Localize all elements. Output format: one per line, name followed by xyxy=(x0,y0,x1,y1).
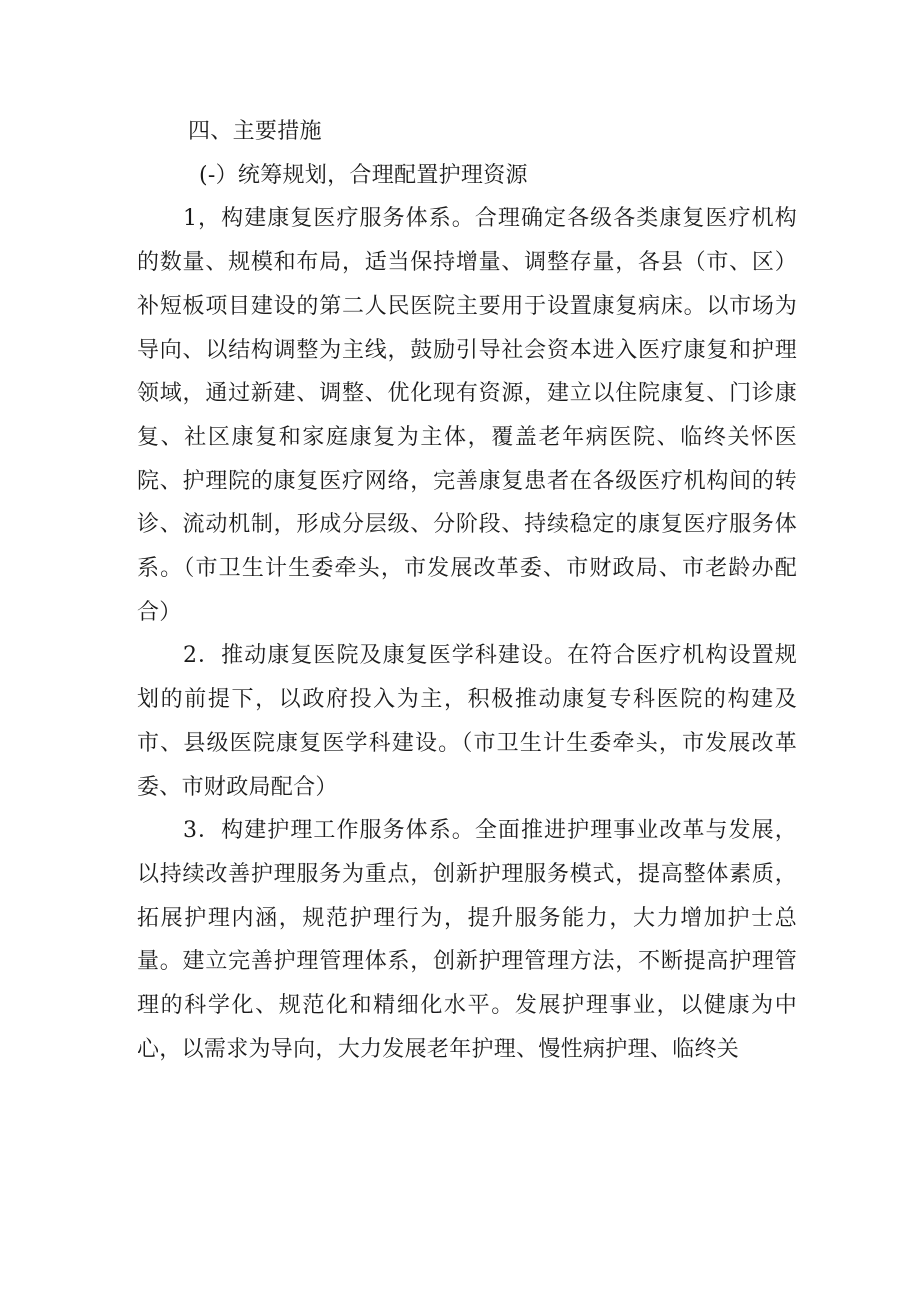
document-body xyxy=(137,110,797,1071)
section-heading: 四、主要措施 xyxy=(188,119,322,144)
paragraph-2: 2．推动康复医院及康复医学科建设。在符合医疗机构设置规划的前提下，以政府投入为主，积极推动康复专科医院的构建及市、县级医院康复医学科建设。（市卫生计生委牵头，市发展改革委、市财政局配合） xyxy=(137,643,797,800)
paragraph-3: 3．构建护理工作服务体系。全面推进护理事业改革与发展，以持续改善护理服务为重点，创新护理服务模式，提高整体素质，拓展护理内涵，规范护理行为，提升服务能力，大力增加护士总量。建立完善护理管理体系，创新护理管理方法，不断提高护理管理的科学化、规范化和精细化水平。发展护理事业，以健康为中心，以需求为导向，大力发展老年护理、慢性病护理、临终关 xyxy=(137,818,797,1062)
subsection-heading: (-）统筹规划，合理配置护理资源 xyxy=(199,162,528,188)
paragraph-1: 1，构建康复医疗服务体系。合理确定各级各类康复医疗机构的数量、规模和布局，适当保持增量、调整存量，各县（市、区）补短板项目建设的第二人民医院主要用于设置康复病床。以市场为导向、以结构调整为主线，鼓励引导社会资本进入医疗康复和护理领域，通过新建、调整、优化现有资源，建立以住院康复、门诊康复、社区康复和家庭康复为主体，覆盖老年病医院、临终关怀医院、护理院的康复医疗网络，完善康复患者在各级医疗机构间的转诊、流动机制，形成分层级、分阶段、持续稳定的康复医疗服务体系。（市卫生计生委牵头，市发展改革委、市财政局、市老龄办配合） xyxy=(137,206,797,625)
